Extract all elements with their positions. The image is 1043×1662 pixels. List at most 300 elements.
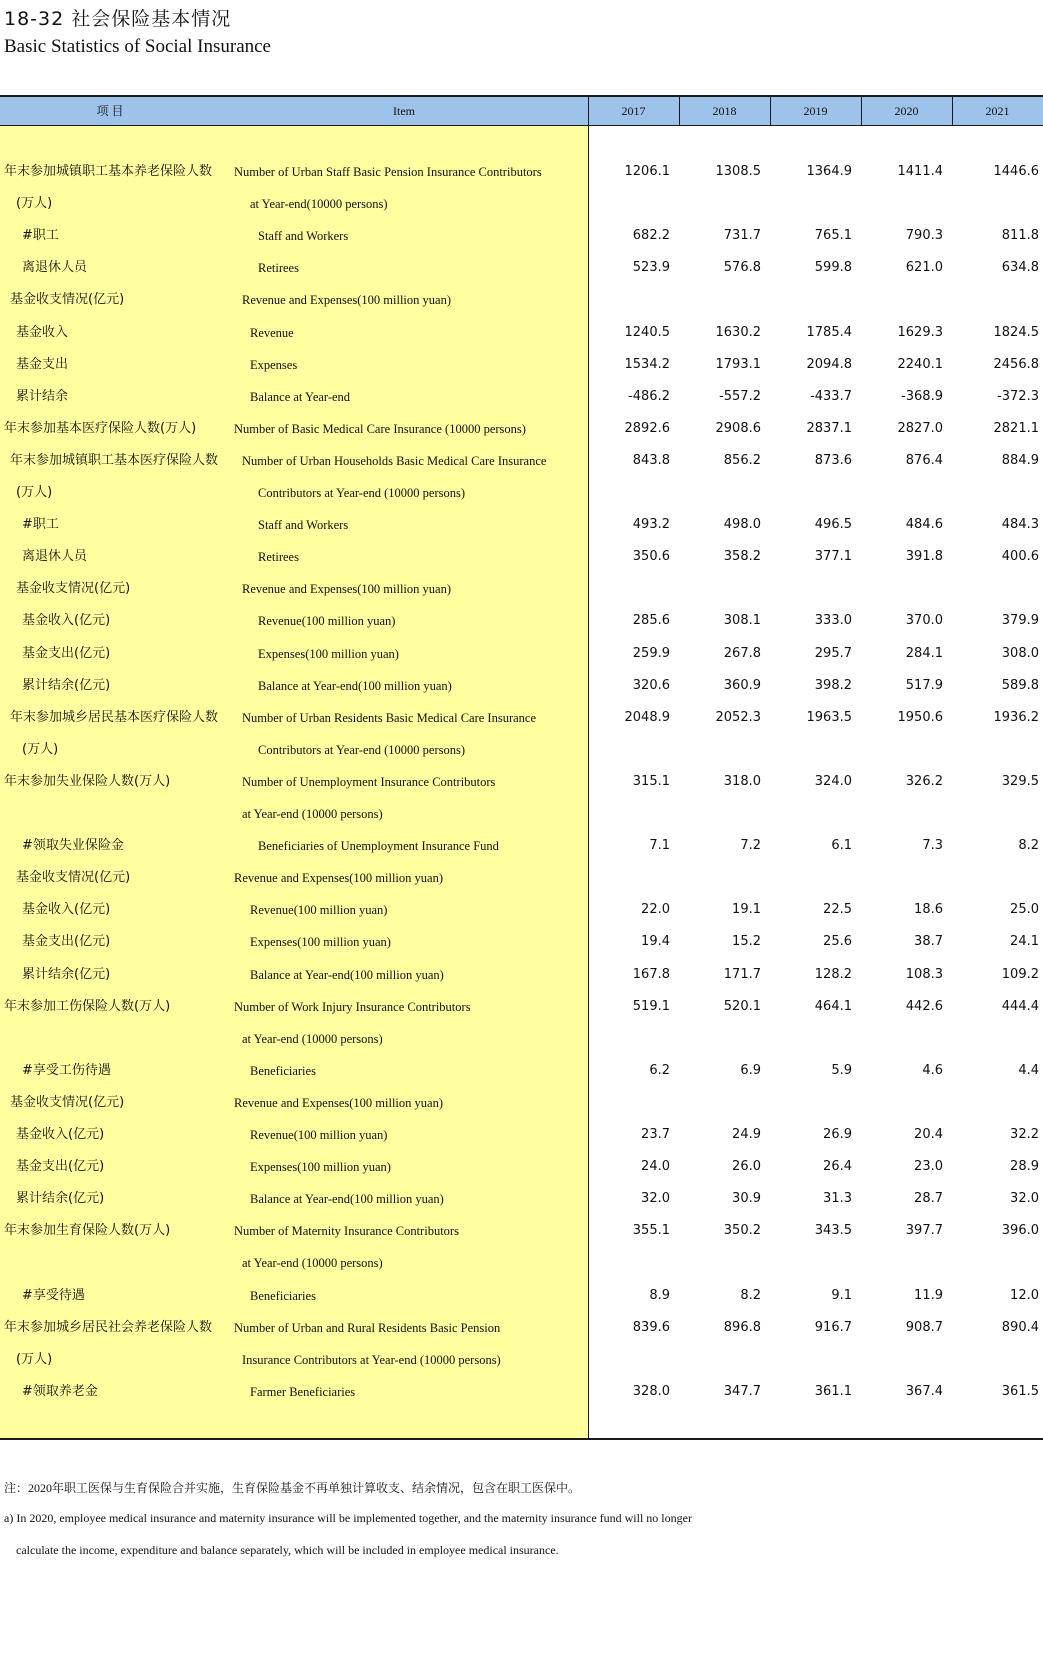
value-cell: 26.4	[823, 1159, 852, 1175]
row-label-cn: 年末参加城乡居民社会养老保险人数	[4, 1319, 213, 1335]
value-cell	[590, 1023, 670, 1055]
value-cell	[863, 1247, 943, 1279]
value-cell: 308.0	[1001, 645, 1039, 661]
table-row	[0, 862, 1043, 894]
value-cell: 442.6	[905, 998, 943, 1014]
row-label-en: Farmer Beneficiaries	[250, 1384, 356, 1399]
value-cell	[772, 862, 852, 894]
value-cell	[590, 734, 670, 766]
table-row	[0, 220, 1043, 252]
value-cell: 464.1	[814, 998, 852, 1014]
row-label-cn: 基金支出(亿元)	[22, 645, 111, 661]
value-cell: 23.0	[914, 1159, 943, 1175]
value-cell: 496.5	[814, 517, 852, 533]
value-cell: 333.0	[814, 613, 852, 629]
table-row	[0, 766, 1043, 798]
row-label-en: Expenses	[250, 357, 298, 372]
value-cell: 876.4	[905, 452, 943, 468]
value-cell: 167.8	[632, 966, 670, 982]
value-cell: 22.5	[823, 902, 852, 918]
value-cell	[681, 1247, 761, 1279]
value-cell	[681, 284, 761, 316]
value-cell	[681, 1087, 761, 1119]
value-cell: 396.0	[1001, 1223, 1039, 1239]
value-cell: 908.7	[905, 1319, 943, 1335]
row-label-en: Revenue and Expenses(100 million yuan)	[234, 1095, 443, 1110]
value-cell	[772, 284, 852, 316]
value-cell	[863, 1344, 943, 1376]
row-label-cn: 累计结余(亿元)	[22, 966, 111, 982]
header-divider	[952, 97, 953, 126]
value-cell	[772, 573, 852, 605]
value-cell: 1785.4	[806, 324, 852, 340]
row-label-en: Beneficiaries of Unemployment Insurance Fund	[258, 839, 499, 854]
row-label-cn: 基金支出	[16, 356, 69, 372]
value-cell	[772, 477, 852, 509]
row-label-en: Number of Urban Staff Basic Pension Insurance Contributors	[234, 165, 542, 179]
header-year-2019: 2019	[803, 104, 828, 118]
value-cell	[681, 734, 761, 766]
value-cell	[590, 477, 670, 509]
value-cell: 523.9	[632, 260, 670, 276]
value-cell: 25.0	[1010, 902, 1039, 918]
value-cell	[959, 1344, 1039, 1376]
value-cell: 324.0	[814, 773, 852, 789]
value-cell	[959, 477, 1039, 509]
value-cell: 19.4	[641, 934, 670, 950]
row-label-cn: 基金支出(亿元)	[16, 1159, 105, 1175]
value-cell: 259.9	[632, 645, 670, 661]
value-cell: 2456.8	[993, 356, 1039, 372]
row-label-cn: #职工	[22, 228, 59, 244]
table-row	[0, 1215, 1043, 1247]
value-cell: 576.8	[723, 260, 761, 276]
value-cell: 343.5	[814, 1223, 852, 1239]
row-label-en: Staff and Workers	[258, 518, 349, 533]
table-title-en: Basic Statistics of Social Insurance	[4, 36, 271, 57]
value-cell: 370.0	[905, 613, 943, 629]
row-label-en: Balance at Year-end(100 million yuan)	[250, 1192, 444, 1207]
value-cell: 32.2	[1010, 1127, 1039, 1142]
value-cell	[959, 798, 1039, 830]
table-row	[0, 413, 1043, 445]
value-cell: 2052.3	[715, 709, 761, 725]
row-label-en: Revenue and Expenses(100 million yuan)	[234, 871, 443, 886]
value-cell: 843.8	[632, 452, 670, 468]
value-cell: 890.4	[1001, 1319, 1039, 1335]
row-label-cn: 基金收支情况(亿元)	[16, 581, 131, 597]
row-label-en: Number of Urban and Rural Residents Basic Pension	[234, 1320, 501, 1335]
table-row	[0, 573, 1043, 605]
value-cell: 9.1	[831, 1287, 852, 1303]
value-cell: 379.9	[1001, 613, 1039, 629]
row-label-cn: 年末参加城镇职工基本医疗保险人数	[10, 452, 219, 468]
row-label-en: Number of Urban Households Basic Medical Care Insurance	[242, 453, 547, 468]
value-cell: 4.6	[922, 1062, 943, 1078]
value-cell: 1364.9	[806, 164, 852, 179]
value-cell: 22.0	[641, 902, 670, 918]
table-row	[0, 734, 1043, 766]
value-cell: 367.4	[905, 1383, 943, 1399]
table-row	[0, 638, 1043, 670]
row-label-en: Revenue and Expenses(100 million yuan)	[242, 293, 451, 308]
value-cell	[959, 573, 1039, 605]
value-cell: 18.6	[914, 902, 943, 918]
value-cell: 31.3	[823, 1191, 852, 1207]
value-cell: 519.1	[632, 998, 670, 1014]
row-label-en: Number of Urban Residents Basic Medical Care Insurance	[242, 710, 537, 725]
value-cell	[681, 798, 761, 830]
value-cell: 397.7	[905, 1223, 943, 1239]
value-cell: 377.1	[814, 549, 852, 565]
table-row	[0, 798, 1043, 830]
header-year-2017: 2017	[621, 104, 646, 118]
row-label-cn: 基金收入	[16, 324, 69, 340]
value-cell	[863, 573, 943, 605]
row-label-cn: #领取养老金	[22, 1383, 98, 1399]
value-cell: 896.8	[723, 1319, 761, 1335]
value-cell: 171.7	[723, 966, 761, 982]
value-cell: 1446.6	[993, 164, 1039, 179]
value-cell: 2837.1	[806, 420, 852, 436]
row-label-cn: (万人)	[22, 741, 59, 757]
table-row	[0, 1119, 1043, 1151]
value-cell: 26.0	[732, 1159, 761, 1175]
value-cell: 731.7	[723, 228, 761, 244]
table-row	[0, 477, 1043, 509]
value-cell: 589.8	[1001, 677, 1039, 693]
header-divider	[679, 97, 680, 126]
table-row	[0, 445, 1043, 477]
value-cell	[959, 188, 1039, 220]
value-cell	[863, 1023, 943, 1055]
header-item-en: Item	[393, 104, 415, 118]
value-cell: 32.0	[641, 1191, 670, 1207]
row-label-cn: 基金收入(亿元)	[22, 902, 111, 918]
value-cell	[772, 1344, 852, 1376]
value-cell: 884.9	[1001, 452, 1039, 468]
value-cell: 329.5	[1001, 773, 1039, 789]
note-cn: 注：2020年职工医保与生育保险合并实施，生育保险基金不再单独计算收支、结余情况，包含在职工医保中。	[4, 1481, 581, 1495]
value-cell	[959, 862, 1039, 894]
value-cell: 6.2	[649, 1062, 670, 1078]
row-label-cn: 年末参加生育保险人数(万人)	[4, 1223, 171, 1239]
value-cell: 6.1	[831, 838, 852, 854]
value-cell	[772, 1087, 852, 1119]
value-cell	[681, 862, 761, 894]
table-row	[0, 1344, 1043, 1376]
value-cell: 5.9	[831, 1062, 852, 1078]
value-cell: 295.7	[814, 645, 852, 661]
row-label-cn: 年末参加城镇职工基本养老保险人数	[4, 164, 213, 179]
row-label-en: Revenue(100 million yuan)	[250, 903, 388, 918]
value-cell	[772, 798, 852, 830]
value-cell: 520.1	[723, 998, 761, 1014]
value-cell: 7.3	[922, 838, 943, 854]
row-label-en: at Year-end (10000 persons)	[242, 1256, 383, 1271]
table-row	[0, 702, 1043, 734]
table-row	[0, 1055, 1043, 1087]
value-cell: 1963.5	[806, 709, 852, 725]
value-cell: 2094.8	[806, 356, 852, 372]
value-cell: -368.9	[901, 388, 943, 404]
table-row	[0, 894, 1043, 926]
value-cell: -433.7	[810, 388, 852, 404]
value-cell	[772, 188, 852, 220]
row-label-cn: 基金收支情况(亿元)	[10, 1094, 125, 1110]
table-header	[0, 95, 1043, 126]
value-cell	[681, 188, 761, 220]
row-label-en: Beneficiaries	[250, 1063, 316, 1078]
value-cell	[590, 1344, 670, 1376]
value-cell: 444.4	[1001, 998, 1039, 1014]
row-label-cn: #职工	[22, 517, 59, 533]
row-label-cn: 基金收支情况(亿元)	[16, 870, 131, 886]
value-cell: 267.8	[723, 645, 761, 661]
value-cell	[681, 573, 761, 605]
header-year-2018: 2018	[712, 104, 737, 118]
row-label-en: Staff and Workers	[258, 229, 349, 244]
value-cell: 24.1	[1010, 934, 1039, 950]
value-cell: 621.0	[905, 260, 943, 276]
value-cell	[959, 1023, 1039, 1055]
table-row	[0, 1087, 1043, 1119]
table-row	[0, 959, 1043, 991]
value-cell: 2908.6	[715, 420, 761, 436]
row-label-en: Insurance Contributors at Year-end (10000 persons)	[242, 1352, 501, 1367]
value-cell	[863, 188, 943, 220]
row-label-en: Number of Maternity Insurance Contributors	[234, 1224, 459, 1239]
row-label-cn: #享受待遇	[22, 1287, 85, 1303]
row-label-en: at Year-end (10000 persons)	[242, 807, 383, 821]
value-cell	[863, 862, 943, 894]
row-label-en: Revenue and Expenses(100 million yuan)	[242, 582, 451, 597]
row-label-en: at Year-end (10000 persons)	[242, 1031, 383, 1046]
table-row	[0, 156, 1043, 188]
row-label-cn: 年末参加基本医疗保险人数(万人)	[4, 420, 197, 436]
value-cell: 1534.2	[624, 356, 670, 372]
value-cell: 32.0	[1010, 1191, 1039, 1207]
value-cell	[590, 798, 670, 830]
value-cell: 4.4	[1018, 1062, 1039, 1078]
value-cell: 7.1	[649, 838, 670, 854]
value-cell	[959, 1247, 1039, 1279]
row-label-cn: 离退休人员	[22, 260, 88, 276]
value-cell: 28.9	[1010, 1159, 1039, 1175]
value-cell: 347.7	[723, 1383, 761, 1399]
value-cell: 498.0	[723, 517, 761, 533]
value-cell: 23.7	[641, 1127, 670, 1142]
table-row	[0, 317, 1043, 349]
value-cell: 11.9	[914, 1287, 943, 1303]
note-en-line1: a) In 2020, employee medical insurance and maternity insurance will be implemented together, and the maternity insurance fund will no longer	[4, 1511, 692, 1525]
value-cell: 19.1	[732, 902, 761, 918]
note-en-line2: calculate the income, expenditure and balance separately, which will be included in employee medical insurance.	[16, 1543, 559, 1557]
value-cell: 484.6	[905, 517, 943, 533]
row-label-en: Expenses(100 million yuan)	[250, 935, 391, 950]
value-cell	[863, 734, 943, 766]
row-label-en: Retirees	[258, 261, 299, 276]
value-cell	[959, 1087, 1039, 1119]
value-cell: 24.9	[732, 1127, 761, 1142]
value-cell: 493.2	[632, 517, 670, 533]
value-cell	[590, 1087, 670, 1119]
row-label-cn: (万人)	[16, 196, 53, 212]
value-cell: 391.8	[905, 549, 943, 565]
value-cell: 400.6	[1001, 549, 1039, 565]
value-cell: 285.6	[632, 613, 670, 629]
table-row	[0, 1312, 1043, 1344]
row-label-en: Balance at Year-end(100 million yuan)	[250, 967, 444, 982]
value-cell: 25.6	[823, 934, 852, 950]
value-cell: -557.2	[719, 388, 761, 404]
table-row	[0, 1280, 1043, 1312]
value-cell: 2821.1	[993, 420, 1039, 436]
value-cell: 1240.5	[624, 324, 670, 340]
table-row	[0, 926, 1043, 958]
value-cell	[959, 284, 1039, 316]
header-divider	[861, 97, 862, 126]
value-cell: 1630.2	[715, 324, 761, 340]
row-label-cn: 基金支出(亿元)	[22, 934, 111, 950]
row-label-cn: 年末参加城乡居民基本医疗保险人数	[10, 709, 219, 725]
table-bottom-rule	[0, 1438, 1043, 1440]
table-row	[0, 1376, 1043, 1408]
table-row	[0, 188, 1043, 220]
value-cell: 30.9	[732, 1191, 761, 1207]
value-cell: 361.1	[814, 1383, 852, 1399]
row-label-en: Revenue(100 million yuan)	[258, 614, 396, 629]
value-cell	[863, 798, 943, 830]
value-cell: 20.4	[914, 1127, 943, 1142]
value-cell: 599.8	[814, 260, 852, 276]
value-cell	[590, 1247, 670, 1279]
table-row	[0, 509, 1043, 541]
value-cell: 8.9	[649, 1287, 670, 1303]
value-cell: 326.2	[905, 773, 943, 789]
row-label-cn: #享受工伤待遇	[22, 1062, 111, 1078]
row-label-cn: (万人)	[16, 1351, 53, 1367]
value-cell: 12.0	[1010, 1287, 1039, 1303]
value-cell: 24.0	[641, 1159, 670, 1175]
table-title-cn: 18-32 社会保险基本情况	[4, 8, 232, 30]
row-label-en: Contributors at Year-end (10000 persons)	[258, 486, 466, 500]
value-cell	[772, 734, 852, 766]
value-cell: 398.2	[814, 677, 852, 693]
value-cell: 318.0	[723, 773, 761, 789]
value-cell: 109.2	[1001, 966, 1039, 982]
value-cell: 28.7	[914, 1191, 943, 1207]
value-cell: 320.6	[632, 677, 670, 693]
value-cell: 350.2	[723, 1223, 761, 1239]
value-cell: 360.9	[723, 677, 761, 693]
value-cell: 1629.3	[897, 324, 943, 340]
value-cell: 26.9	[823, 1127, 852, 1142]
value-cell: 790.3	[905, 228, 943, 244]
row-label-en: Contributors at Year-end (10000 persons)	[258, 742, 466, 757]
row-label-cn: 离退休人员	[22, 549, 88, 565]
value-cell: -486.2	[628, 388, 670, 404]
row-label-cn: (万人)	[16, 485, 53, 500]
value-cell: 284.1	[905, 645, 943, 661]
value-cell: 2048.9	[624, 709, 670, 725]
table-row	[0, 1183, 1043, 1215]
value-cell	[863, 284, 943, 316]
value-cell: 8.2	[740, 1287, 761, 1303]
row-label-cn: 基金收入(亿元)	[22, 613, 111, 629]
value-cell: 873.6	[814, 452, 852, 468]
row-label-en: Balance at Year-end	[250, 389, 351, 404]
row-label-en: Revenue	[250, 325, 294, 340]
row-label-en: Beneficiaries	[250, 1288, 316, 1303]
value-cell: 1824.5	[993, 324, 1039, 340]
value-cell: 765.1	[814, 228, 852, 244]
value-cell: 15.2	[732, 934, 761, 950]
value-cell	[681, 1023, 761, 1055]
table-row	[0, 284, 1043, 316]
row-label-en: Expenses(100 million yuan)	[258, 646, 399, 661]
value-cell	[590, 284, 670, 316]
value-cell	[959, 734, 1039, 766]
table-row	[0, 605, 1043, 637]
statistics-table	[0, 95, 1043, 1440]
header-item-cn: 项 目	[96, 104, 124, 118]
value-cell: 1793.1	[715, 356, 761, 372]
table-row	[0, 349, 1043, 381]
value-cell: 308.1	[723, 613, 761, 629]
value-cell: 38.7	[914, 934, 943, 950]
value-cell: 1206.1	[624, 164, 670, 179]
value-cell: 1950.6	[897, 709, 943, 725]
row-label-en: Number of Basic Medical Care Insurance (10000 persons)	[234, 421, 526, 436]
table-row	[0, 991, 1043, 1023]
value-cell	[772, 1247, 852, 1279]
value-cell: 361.5	[1001, 1383, 1039, 1399]
value-cell: 839.6	[632, 1319, 670, 1335]
value-cell: 350.6	[632, 549, 670, 565]
value-cell: 2827.0	[897, 420, 943, 436]
value-cell: 355.1	[632, 1223, 670, 1239]
row-label-en: Number of Work Injury Insurance Contributors	[234, 999, 471, 1014]
value-cell: 1411.4	[897, 164, 943, 179]
value-cell	[681, 477, 761, 509]
table-row	[0, 252, 1043, 284]
table-row	[0, 1151, 1043, 1183]
value-cell: 484.3	[1001, 517, 1039, 533]
value-cell: 108.3	[905, 966, 943, 982]
value-cell	[772, 1023, 852, 1055]
table-row	[0, 670, 1043, 702]
header-divider	[588, 97, 589, 126]
table-row	[0, 1247, 1043, 1279]
value-cell: 517.9	[905, 677, 943, 693]
value-cell: 856.2	[723, 452, 761, 468]
row-label-en: Number of Unemployment Insurance Contributors	[242, 774, 496, 789]
table-row	[0, 830, 1043, 862]
value-cell	[590, 188, 670, 220]
value-cell: 2892.6	[624, 420, 670, 436]
header-year-2020: 2020	[894, 104, 919, 118]
value-cell: 1308.5	[715, 164, 761, 179]
row-label-en: Retirees	[258, 550, 299, 565]
value-cell	[681, 1344, 761, 1376]
header-year-2021: 2021	[985, 104, 1010, 118]
row-label-cn: 累计结余(亿元)	[16, 1191, 105, 1207]
value-cell: 7.2	[740, 838, 761, 854]
value-cell: -372.3	[997, 388, 1039, 404]
table-row	[0, 1023, 1043, 1055]
value-cell: 6.9	[740, 1062, 761, 1078]
